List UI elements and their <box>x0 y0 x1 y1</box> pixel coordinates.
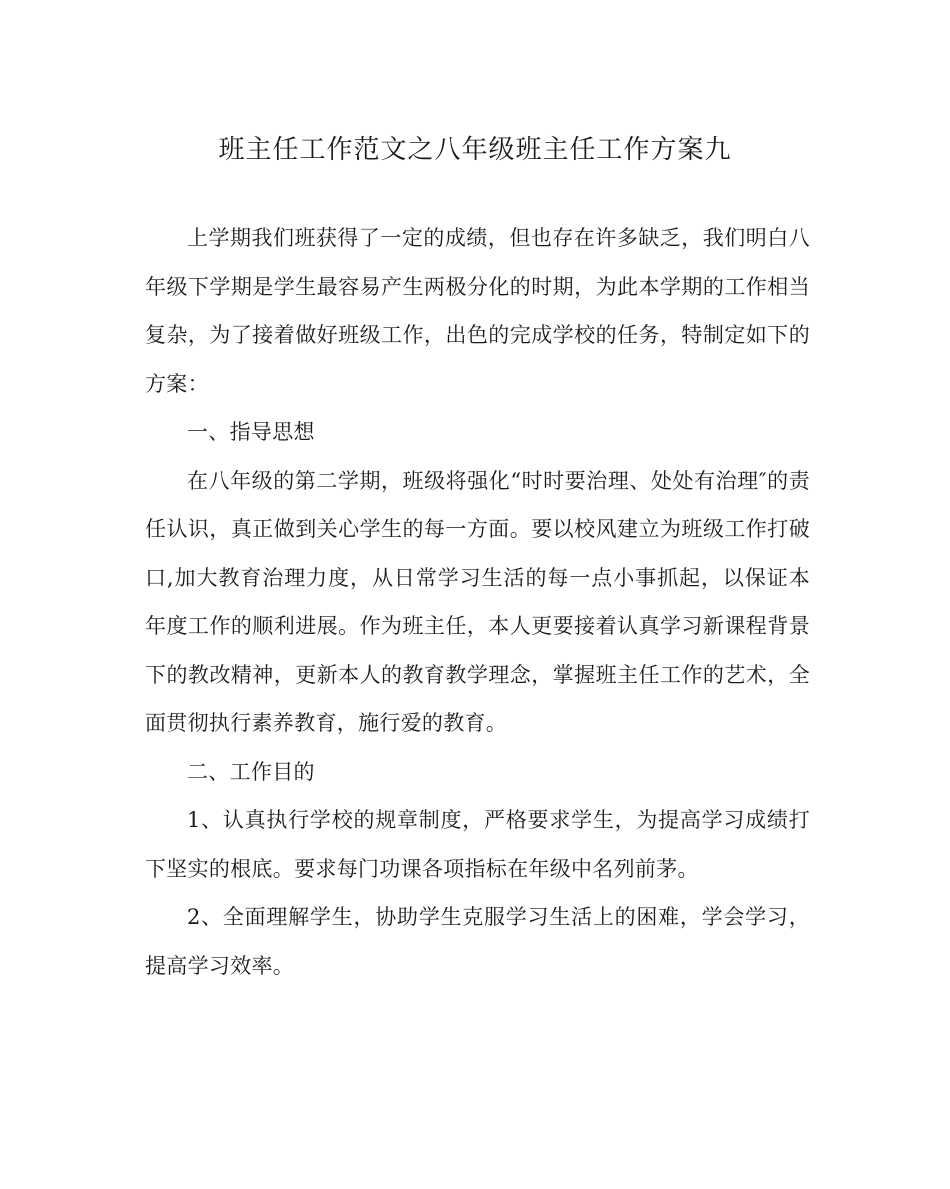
goal-item-1: 1、认真执行学校的规章制度，严格要求学生，为提高学习成绩打下坚实的根底。要求每门功课各项指标在年级中名列前茅。 <box>145 808 810 881</box>
document-body <box>145 214 810 990</box>
section-heading-work-goals: 二、工作目的 <box>187 759 315 784</box>
goal-item-2: 2、全面理解学生，协助学生克服学习生活上的困难，学会学习，提高学习效率。 <box>145 905 810 978</box>
section-heading-guiding-thought: 一、指导思想 <box>187 420 315 444</box>
guiding-thought-paragraph: 在八年级的第二学期，班级将强化“时时要治理、处处有治理″的责任认识，真正做到关心学生的每一方面。要以校风建立为班级工作打破口,加大教育治理力度，从日常学习生活的每一点小事抓起，以保证本年度工作的顺利进展。作为班主任，本人更要接着认真学习新课程背景下的教改精神，更新本人的教育教学理念，掌握班主任工作的艺术，全面贯彻执行素养教育，施行爱的教育。 <box>145 468 810 735</box>
document-title: 班主任工作范文之八年级班主任工作方案九 <box>218 135 732 165</box>
intro-paragraph: 上学期我们班获得了一定的成绩，但也存在许多缺乏，我们明白八年级下学期是学生最容易产生两极分化的时期，为此本学期的工作相当复杂，为了接着做好班级工作，出色的完成学校的任务，特制定如下的方案： <box>145 226 810 396</box>
